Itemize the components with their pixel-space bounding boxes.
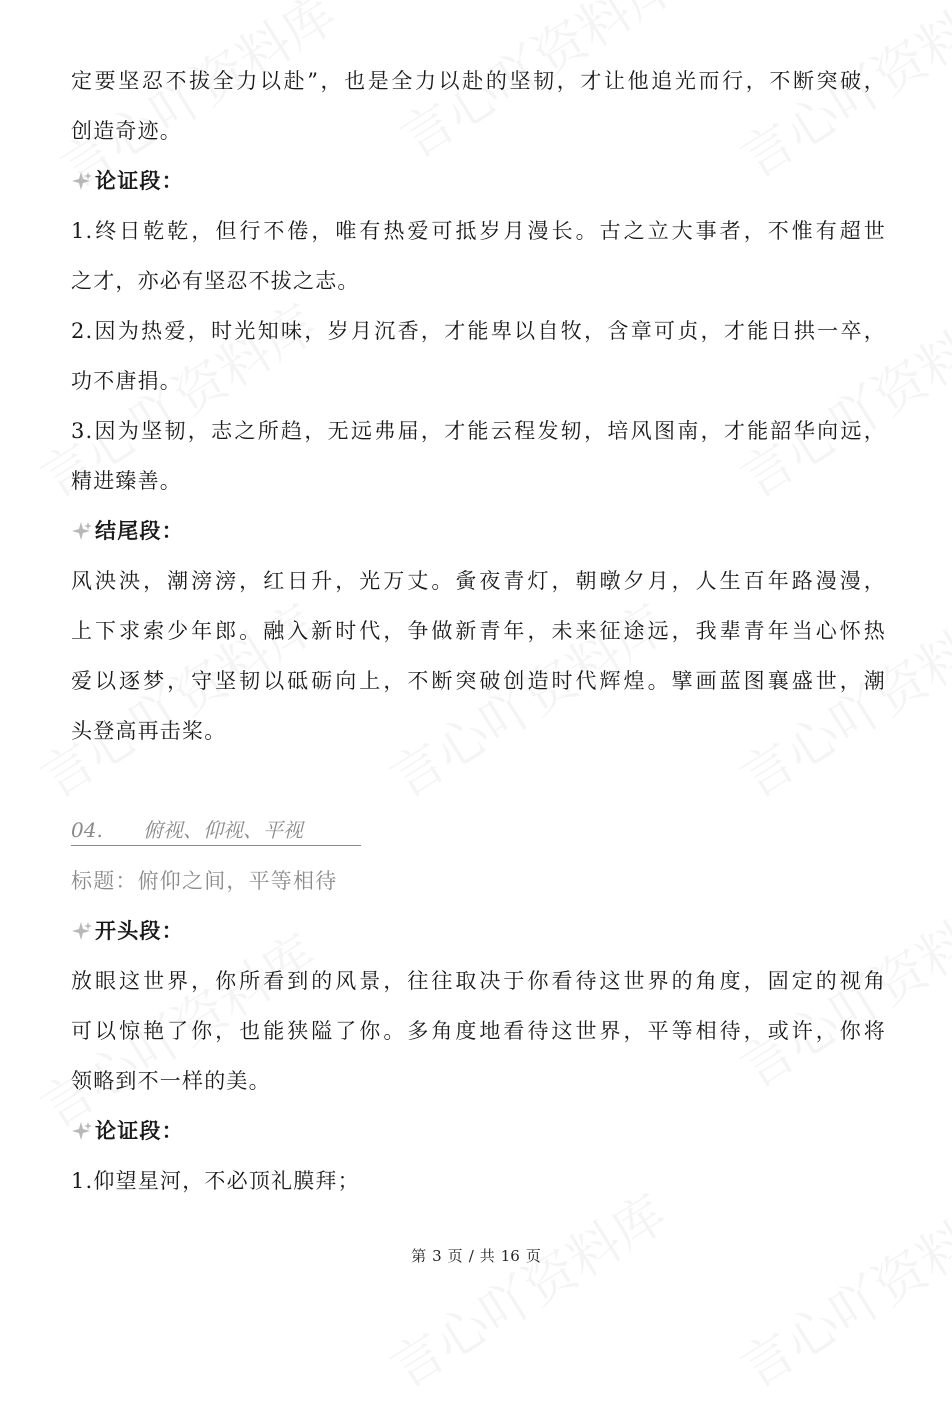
footer-prefix: 第: [411, 1247, 427, 1265]
footer-slash: /: [468, 1247, 474, 1265]
watermark-text: [374, 1173, 678, 1402]
section-heading-label: 开头段：: [95, 918, 184, 943]
body-text-line: 2.因为热爱，时光知味，岁月沉香，才能卑以自牧，含章可贞，才能日拱一卒，: [71, 319, 886, 343]
body-text-line: 1.终日乾乾，但行不倦，唯有热爱可抵岁月漫长。古之立大事者，不惟有超世: [71, 219, 886, 243]
section-title-text: 俯视、仰视、平视: [143, 818, 303, 842]
body-text-line: 风泱泱，潮滂滂，红日升，光万丈。夤夜青灯，朝暾夕月，人生百年路漫漫，: [71, 569, 886, 593]
body-text-line: 领略到不一样的美。: [71, 1069, 271, 1093]
essay-subtitle: 标题：俯仰之间，平等相待: [71, 869, 338, 893]
section-heading-label: 结尾段：: [95, 518, 184, 543]
footer-suffix: 页: [525, 1247, 541, 1265]
total-page-number: 16: [500, 1247, 520, 1265]
sparkle-icon: [71, 520, 93, 542]
footer-total-prefix: 共: [479, 1247, 495, 1265]
sparkle-icon: [71, 170, 93, 192]
body-text-line: 上下求索少年郎。融入新时代，争做新青年，未来征途远，我辈青年当心怀热: [71, 619, 886, 643]
section-heading: [71, 916, 886, 946]
section-title: [71, 815, 361, 846]
section-heading: [71, 1116, 886, 1146]
body-text-line: 精进臻善。: [71, 469, 182, 493]
sparkle-icon: [71, 1120, 93, 1142]
footer-mid: 页: [447, 1247, 463, 1265]
watermark-text: [724, 1173, 952, 1402]
body-text-line: 头登高再击桨。: [71, 719, 227, 743]
body-text-line: 之才，亦必有坚忍不拔之志。: [71, 269, 360, 293]
sparkle-icon: [71, 920, 93, 942]
section-heading-label: 论证段：: [95, 1118, 184, 1143]
body-text-line: 功不唐捐。: [71, 369, 182, 393]
section-number: 04.: [71, 818, 103, 842]
section-heading: [71, 516, 886, 546]
page-footer: [0, 1244, 952, 1268]
section-heading-label: 论证段：: [95, 168, 184, 193]
body-text-line: 放眼这世界，你所看到的风景，往往取决于你看待这世界的角度，固定的视角: [71, 969, 886, 993]
body-text-line: 3.因为坚韧，志之所趋，无远弗届，才能云程发轫，培风图南，才能韶华向远，: [71, 419, 886, 443]
current-page-number: 3: [432, 1247, 442, 1265]
body-text-line: 定要坚忍不拔全力以赴”，也是全力以赴的坚韧，才让他追光而行，不断突破，: [71, 69, 886, 93]
body-text-line: 创造奇迹。: [71, 119, 182, 143]
body-text-line: 爱以逐梦，守坚韧以砥砺向上，不断突破创造时代辉煌。擘画蓝图襄盛世，潮: [71, 669, 886, 693]
body-text-line: 可以惊艳了你，也能狭隘了你。多角度地看待这世界，平等相待，或许，你将: [71, 1019, 886, 1043]
section-heading: [71, 166, 886, 196]
body-text-line: 1.仰望星河，不必顶礼膜拜；: [71, 1169, 360, 1193]
